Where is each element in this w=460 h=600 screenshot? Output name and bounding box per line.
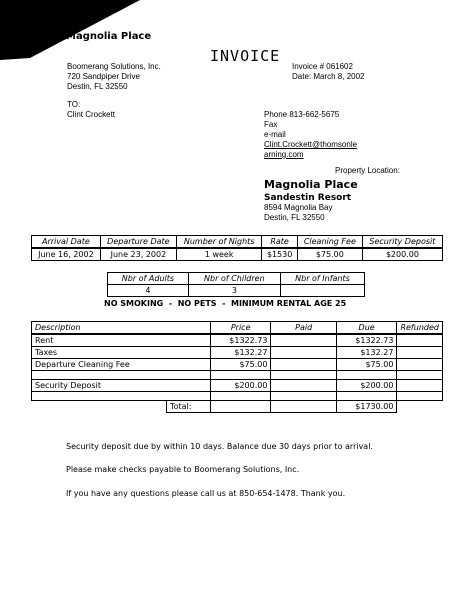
charge-price: $1322.73 <box>210 334 271 347</box>
property-label: Property Location: <box>335 166 400 175</box>
total-row <box>32 401 443 413</box>
charges-header-paid: Paid <box>271 322 336 335</box>
guests-row <box>108 285 365 297</box>
company-address2: Destin, FL 32550 <box>67 82 128 91</box>
guests-header-infants: Nbr of Infants <box>280 273 364 285</box>
invoice-title: INVOICE <box>210 47 281 65</box>
charge-price: $75.00 <box>210 359 271 371</box>
table-row <box>32 359 443 371</box>
stay-header-cleaning: Cleaning Fee <box>297 236 362 249</box>
guests-table <box>107 272 365 297</box>
logo-text: Magnolia Place <box>66 31 152 42</box>
invoice-meta <box>292 62 364 82</box>
phone: Phone 813-662-5675 <box>264 110 340 119</box>
stay-row <box>32 248 443 261</box>
adults-count: 4 <box>108 285 189 297</box>
company-block <box>67 62 161 92</box>
charge-due: $1322.73 <box>336 334 397 347</box>
charges-table <box>31 321 443 413</box>
charge-paid <box>271 347 336 359</box>
charge-refunded <box>397 359 443 371</box>
email-link-line1[interactable]: Clint.Crockett@thomsonle <box>264 140 358 149</box>
fax: Fax <box>264 120 278 129</box>
charge-refunded <box>397 334 443 347</box>
charges-header-due: Due <box>336 322 397 335</box>
contact-block <box>264 110 357 160</box>
charge-desc: Taxes <box>32 347 211 359</box>
stay-header-rate: Rate <box>262 236 298 249</box>
rate: $1530 <box>262 248 298 261</box>
charge-paid <box>271 334 336 347</box>
stay-header-arrival: Arrival Date <box>32 236 101 249</box>
stay-header-row <box>32 236 443 249</box>
charge-paid <box>271 380 336 392</box>
property-resort: Sandestin Resort <box>264 193 352 203</box>
arrival-date: June 16, 2002 <box>32 248 101 261</box>
children-count: 3 <box>188 285 280 297</box>
infants-count <box>280 285 364 297</box>
property-address1: 8594 Magnolia Bay <box>264 203 333 212</box>
note-checks: Please make checks payable to Boomerang Solutions, Inc. <box>66 465 300 474</box>
note-contact: If you have any questions please call us at 850-654-1478. Thank you. <box>66 489 346 498</box>
charges-header-price: Price <box>210 322 271 335</box>
charge-price: $200.00 <box>210 380 271 392</box>
email-label: e-mail <box>264 130 286 139</box>
email-link-line2[interactable]: arning.com <box>264 150 304 159</box>
guests-header-adults: Nbr of Adults <box>108 273 189 285</box>
charge-due: $200.00 <box>336 380 397 392</box>
guests-header-children: Nbr of Children <box>188 273 280 285</box>
company-address1: 720 Sandpiper Drive <box>67 72 140 81</box>
table-row <box>32 380 443 392</box>
invoice-number: Invoice # 061602 <box>292 62 353 71</box>
guests-header-row <box>108 273 365 285</box>
charge-price: $132.27 <box>210 347 271 359</box>
charge-desc: Departure Cleaning Fee <box>32 359 211 371</box>
security-deposit: $200.00 <box>362 248 442 261</box>
charges-header-row <box>32 322 443 335</box>
to-label: TO: <box>67 100 81 109</box>
charge-paid <box>271 359 336 371</box>
table-row <box>32 334 443 347</box>
recipient-block <box>67 100 115 120</box>
charge-desc: Security Deposit <box>32 380 211 392</box>
stay-header-deposit: Security Deposit <box>362 236 442 249</box>
table-row <box>32 347 443 359</box>
logo-graphic <box>0 0 140 60</box>
charge-due: $75.00 <box>336 359 397 371</box>
recipient-name: Clint Crockett <box>67 110 116 119</box>
table-row-blank <box>32 392 443 401</box>
stay-header-nights: Number of Nights <box>177 236 262 249</box>
invoice-date: Date: March 8, 2002 <box>292 72 365 81</box>
cleaning-fee: $75.00 <box>297 248 362 261</box>
table-row-blank <box>32 371 443 380</box>
charges-header-refunded: Refunded <box>397 322 443 335</box>
charge-refunded <box>397 380 443 392</box>
total-due: $1730.00 <box>336 401 397 413</box>
charge-due: $132.27 <box>336 347 397 359</box>
rules-line: NO SMOKING - NO PETS - MINIMUM RENTAL AGE 25 <box>104 299 347 308</box>
charge-desc: Rent <box>32 334 211 347</box>
nights: 1 week <box>177 248 262 261</box>
note-deposit: Security deposit due by within 10 days. Balance due 30 days prior to arrival. <box>66 442 373 451</box>
stay-header-departure: Departure Date <box>100 236 176 249</box>
property-address2: Destin, FL 32550 <box>264 213 325 222</box>
departure-date: June 23, 2002 <box>100 248 176 261</box>
charge-refunded <box>397 347 443 359</box>
property-name: Magnolia Place <box>264 178 358 191</box>
total-label: Total: <box>167 401 211 413</box>
company-name: Boomerang Solutions, Inc. <box>67 62 161 71</box>
property-address <box>264 203 333 223</box>
charges-header-description: Description <box>32 322 211 335</box>
stay-table <box>31 235 443 261</box>
